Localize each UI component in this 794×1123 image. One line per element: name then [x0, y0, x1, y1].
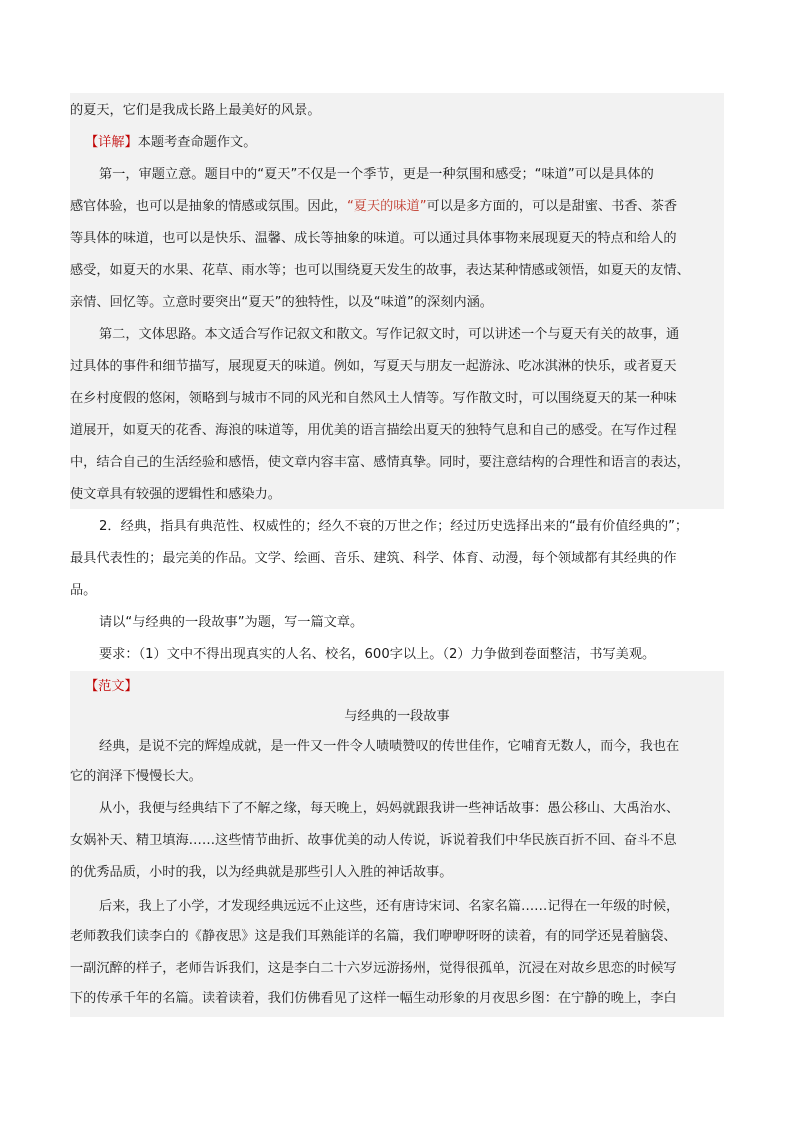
highlighted-phrase: “夏天的味道” [346, 199, 427, 214]
question-line: 2．经典，指具有典范性、权威性的；经久不衰的万世之作；经过历史选择出来的“最有价值经典的”； [99, 519, 689, 534]
question-prompt: 请以“与经典的一段故事”为题，写一篇文章。 [99, 615, 364, 630]
essay-line: 后来，我上了小学，才发现经典远远不止这些，还有唐诗宋词、名家名篇……记得在一年级的时候， [99, 899, 680, 914]
answer-block [70, 93, 724, 509]
essay-line: 经典，是说不完的辉煌成就，是一件又一件令人啧啧赞叹的传世佳作，它哺育无数人，而今，我也在 [99, 739, 680, 754]
text-line [70, 191, 724, 223]
essay-line: 老师教我们读李白的《静夜思》这是我们耳熟能详的名篇，我们咿咿呀呀的读着，有的同学还晃着脑袋、 [70, 929, 677, 944]
text-line: 第一，审题立意。题目中的“夏天”不仅是一个季节，更是一种氛围和感受；“味道”可以是具体的 [99, 167, 654, 182]
text-line: 使文章具有较强的逻辑性和感染力。 [70, 487, 281, 502]
essay-block [70, 671, 724, 1017]
text-line: 的夏天，它们是我成长路上最美好的风景。 [70, 103, 321, 118]
text-line: 等具体的味道，也可以是快乐、温馨、成长等抽象的味道。可以通过具体事物来展现夏天的特点和给人的 [70, 231, 677, 246]
text-line: 过具体的事件和细节描写，展现夏天的味道。例如，写夏天与朋友一起游泳、吃冰淇淋的快乐，或者夏天 [70, 359, 677, 374]
essay-label [70, 671, 724, 703]
text-segment: 感官体验，也可以是抽象的情感或氛围。因此， [70, 199, 347, 214]
text-segment: 可以是多方面的，可以是甜蜜、书香、茶香 [426, 199, 678, 214]
essay-line: 从小，我便与经典结下了不解之缘，每天晚上，妈妈就跟我讲一些神话故事：愚公移山、大禹治水、 [99, 801, 680, 816]
question-requirements: 要求：（1）文中不得出现真实的人名、校名，600字以上。（2）力争做到卷面整洁，书写美观。 [99, 647, 656, 662]
detail-label: 【详解】 [85, 135, 138, 150]
text-line: 中，结合自己的生活经验和感悟，使文章内容丰富、感情真挚。同时，要注意结构的合理性和语言的表达， [70, 455, 690, 470]
text-line: 感受，如夏天的水果、花草、雨水等；也可以围绕夏天发生的故事，表达某种情感或领悟，如夏天的友情、 [70, 263, 690, 278]
detail-text: 本题考查命题作文。 [137, 135, 257, 150]
essay-line: 女娲补天、精卫填海……这些情节曲折、故事优美的动人传说，诉说着我们中华民族百折不回、奋斗不息 [70, 833, 677, 848]
question-block [70, 509, 724, 669]
text-line: 道展开，如夏天的花香、海浪的味道等，用优美的语言描绘出夏天的独特气息和自己的感受。在写作过程 [70, 423, 677, 438]
essay-label-text: 【范文】 [85, 679, 138, 694]
essay-line: 下的传承千年的名篇。读着读着，我们仿佛看见了这样一幅生动形象的月夜思乡图：在宁静的晚上，李白 [70, 991, 677, 1006]
detail-line [70, 127, 724, 159]
essay-line: 的优秀品质，小时的我，以为经典就是那些引人入胜的神话故事。 [70, 865, 453, 880]
essay-line: 一副沉醉的样子，老师告诉我们，这是李白二十六岁远游扬州，觉得很孤单，沉浸在对故乡思恋的时候写 [70, 961, 677, 976]
essay-title: 与经典的一段故事 [344, 709, 450, 724]
question-line: 品。 [70, 583, 97, 598]
text-line: 亲情、回忆等。立意时要突出“夏天”的独特性，以及“味道”的深刻内涵。 [70, 295, 493, 310]
question-line: 最具代表性的；最完美的作品。文学、绘画、音乐、建筑、科学、体育、动漫，每个领域都有其经典的作 [70, 551, 677, 566]
text-line: 在乡村度假的悠闲，领略到与城市不同的风光和自然风土人情等。写作散文时，可以围绕夏天的某一种味 [70, 391, 677, 406]
essay-line: 它的润泽下慢慢长大。 [70, 769, 202, 784]
text-line: 第二，文体思路。本文适合写作记叙文和散文。写作记叙文时，可以讲述一个与夏天有关的故事，通 [99, 327, 680, 342]
